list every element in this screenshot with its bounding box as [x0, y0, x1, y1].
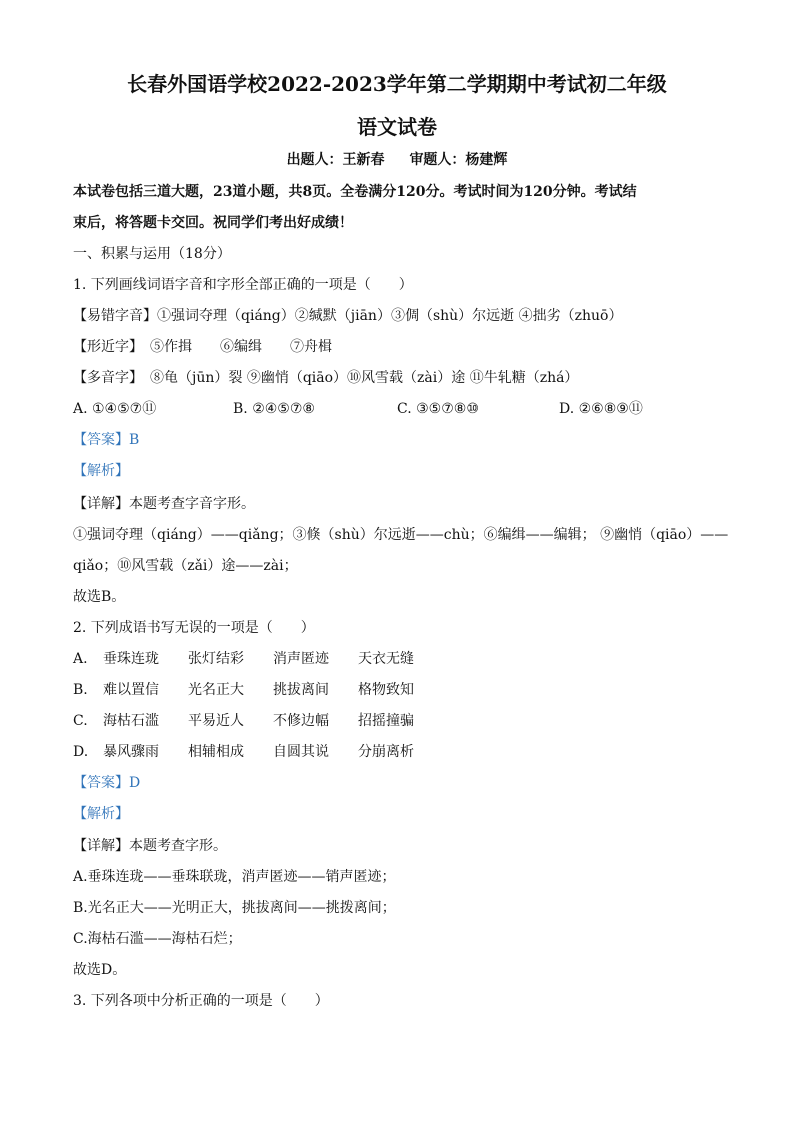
- q2-idiom: 暴风骤雨: [103, 744, 159, 760]
- intro-line-1: 本试卷包括三道大题，23道小题，共8页。全卷满分120分。考试时间为120分钟。考试结: [73, 184, 637, 200]
- q2-idiom: 自圆其说: [273, 744, 329, 760]
- q1-row-pronunciation: 【易错字音】①强词夺理（qiáng）②缄默（jiān）③倜（shù）尔远逝 ④拙劣（zhuō）: [73, 308, 623, 324]
- q2-answer: 【答案】D: [73, 775, 141, 791]
- q1-analysis-tag: 【解析】: [73, 463, 129, 479]
- q2-idiom: 垂珠连珑: [103, 651, 159, 667]
- q2-idiom: 招摇撞骗: [358, 713, 414, 729]
- q2-idiom: 消声匿迹: [273, 651, 329, 667]
- q2-stem: 2. 下列成语书写无误的一项是（ ）: [73, 620, 315, 636]
- section-heading: 一、积累与运用（18分）: [73, 246, 231, 262]
- q1-option-a: A. ①④⑤⑦⑪: [73, 401, 157, 417]
- q2-idiom: 相辅相成: [188, 744, 244, 760]
- q2-idiom: 格物致知: [358, 682, 414, 698]
- q1-option-d: D. ②⑥⑧⑨⑪: [559, 401, 643, 417]
- q1-option-c: C. ③⑤⑦⑧⑩: [397, 401, 479, 417]
- q1-explain-2: qiǎo；⑩风雪载（zǎi）途——zài；: [73, 558, 298, 574]
- q1-row-similar-chars: 【形近字】 ⑤作揖 ⑥编缉 ⑦舟楫: [73, 339, 332, 355]
- q2-option-letter: B.: [73, 682, 88, 698]
- q1-explain-1: ①强词夺理（qiáng）——qiǎng；③倏（shù）尔远逝——chù；⑥编缉——编辑； ⑨幽悄（qiāo）——: [73, 527, 729, 543]
- q2-idiom: 不修边幅: [273, 713, 329, 729]
- q2-idiom: 光名正大: [188, 682, 244, 698]
- q2-explain-a: A.垂珠连珑——垂珠联珑，消声匿迹——销声匿迹；: [73, 869, 396, 885]
- q2-analysis-tag: 【解析】: [73, 806, 129, 822]
- q2-conclusion: 故选D。: [73, 962, 127, 978]
- q2-option-row: [73, 680, 443, 700]
- exam-subtitle: 语文试卷: [357, 115, 437, 139]
- q2-option-letter: C.: [73, 713, 88, 729]
- q2-idiom: 海枯石滥: [103, 713, 159, 729]
- author-line: [0, 150, 794, 170]
- q2-idiom: 挑拔离间: [273, 682, 329, 698]
- q2-option-row: [73, 742, 443, 762]
- q2-idiom: 平易近人: [188, 713, 244, 729]
- q2-detail: 【详解】本题考查字形。: [73, 838, 227, 854]
- q1-row-polyphones: 【多音字】 ⑧龟（jūn）裂 ⑨幽悄（qiāo）⑩风雪载（zài）途 ⑪牛轧糖（zhá）: [73, 370, 579, 386]
- q2-option-row: [73, 711, 443, 731]
- q1-option-b: B. ②④⑤⑦⑧: [233, 401, 315, 417]
- intro-line-2: 束后，将答题卡交回。祝同学们考出好成绩！: [73, 215, 353, 231]
- q2-idiom: 天衣无缝: [358, 651, 414, 667]
- q2-idiom: 分崩离析: [358, 744, 414, 760]
- author-name: 出题人：王新春: [286, 152, 385, 168]
- q2-explain-b: B.光名正大——光明正大，挑拔离间——挑拨离间；: [73, 900, 396, 916]
- q2-explain-c: C.海枯石滥——海枯石烂；: [73, 931, 242, 947]
- q2-idiom: 难以置信: [103, 682, 159, 698]
- q1-detail: 【详解】本题考查字音字形。: [73, 496, 255, 512]
- q1-stem: 1. 下列画线词语字音和字形全部正确的一项是（ ）: [73, 277, 413, 293]
- q2-option-row: [73, 649, 443, 669]
- q1-conclusion: 故选B。: [73, 589, 126, 605]
- q2-idiom: 张灯结彩: [188, 651, 244, 667]
- q1-answer: 【答案】B: [73, 432, 140, 448]
- exam-title: 长春外国语学校2022-2023学年第二学期期中考试初二年级: [127, 72, 667, 96]
- q2-option-letter: A.: [73, 651, 88, 667]
- q2-option-letter: D.: [73, 744, 89, 760]
- reviewer-name: 审题人：杨建辉: [409, 152, 508, 168]
- q3-stem: 3. 下列各项中分析正确的一项是（ ）: [73, 993, 329, 1009]
